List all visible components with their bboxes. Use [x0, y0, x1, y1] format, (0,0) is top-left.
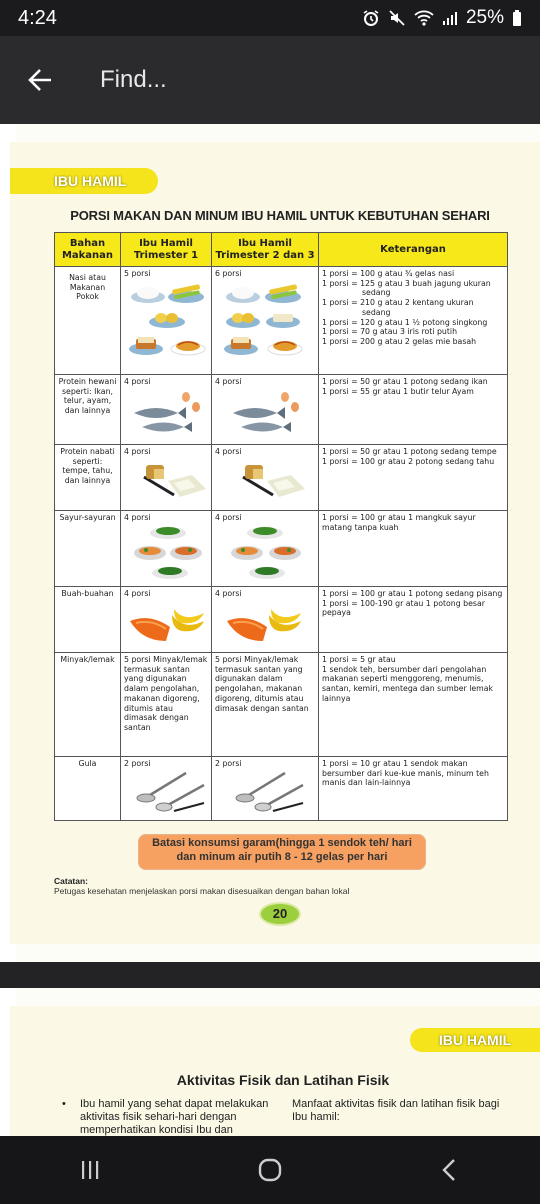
advice-line: dan minum air putih 8 - 12 gelas per hari: [176, 850, 388, 863]
salt-water-advice: [138, 834, 426, 870]
food-cell: Sayur-sayuran: [55, 511, 121, 587]
table-header-row: [55, 233, 508, 267]
battery-icon: [512, 9, 522, 27]
table-row: [55, 375, 508, 445]
portion-label: 4 porsi: [124, 377, 151, 386]
food-cell: Gula: [55, 757, 121, 821]
advice-line: Batasi konsumsi garam(hingga 1 sendok teh/ hari: [152, 837, 412, 849]
note-line: 1 sendok teh, bersumber dari pengolahan makanan seperti menggoreng, menumis, santan, kemiri, mentega dan sumber lemak lainnya: [322, 664, 494, 703]
portion-cell: [212, 511, 319, 587]
note-line: 1 porsi = 100 g atau ¾ gelas nasi: [322, 269, 455, 278]
portion-label: 2 porsi: [124, 759, 151, 768]
header-cell: Bahan Makanan: [55, 233, 121, 267]
notes-cell: [319, 511, 508, 587]
back-button[interactable]: [0, 36, 80, 124]
portion-label: 4 porsi: [215, 513, 242, 522]
food-cell: Nasi atau Makanan Pokok: [55, 267, 121, 375]
notes-cell: [319, 757, 508, 821]
food-cell: Protein nabati seperti: tempe, tahu, dan lainnya: [55, 445, 121, 511]
note-line: sedang: [362, 307, 391, 317]
portion-cell: [121, 267, 212, 375]
header-cell: Ibu Hamil Trimester 1: [121, 233, 212, 267]
header-cell: Keterangan: [319, 233, 508, 267]
portion-cell: 5 porsi Minyak/lemak termasuk santan yang digunakan dalam pengolahan, makanan digoreng, ditumis atau dimasak dengan santan: [212, 653, 319, 757]
note-line: 1 porsi = 70 g atau 3 iris roti putih: [322, 327, 458, 337]
document-page: [0, 988, 540, 1136]
staple-foods-image: [215, 279, 311, 365]
food-cell: Protein hewani seperti: Ikan, telur, ayam, dan lainnya: [55, 375, 121, 445]
notes-cell: [319, 375, 508, 445]
note-line: 1 porsi = 5 gr atau: [322, 655, 396, 664]
portion-cell: [212, 587, 319, 653]
table-row: [55, 267, 508, 375]
find-title[interactable]: Find...: [100, 66, 167, 93]
portion-label: 6 porsi: [215, 269, 242, 278]
note-heading: Catatan:: [54, 876, 89, 886]
section-tag: IBU HAMIL: [10, 168, 158, 194]
portion-label: 2 porsi: [215, 759, 242, 768]
portion-label: 4 porsi: [215, 377, 242, 386]
bullet-text: Ibu hamil yang sehat dapat melakukan aktivitas fisik sehari-hari dengan memperhatikan kondisi Ibu dan: [80, 1098, 269, 1136]
table-row: [55, 757, 508, 821]
notes-cell: [319, 653, 508, 757]
navigation-bar: [0, 1136, 540, 1204]
header-cell: Ibu Hamil Trimester 2 dan 3: [212, 233, 319, 267]
food-cell: Buah-buahan: [55, 587, 121, 653]
signal-icon: [442, 9, 458, 27]
home-icon: [257, 1157, 283, 1183]
bullet-icon: •: [62, 1098, 66, 1110]
portion-label: 5 porsi: [124, 269, 151, 278]
document-page: [0, 124, 540, 962]
portion-label: 4 porsi: [124, 513, 151, 522]
vegetables-image: [124, 523, 210, 581]
spoons-image: [215, 769, 311, 813]
note-line: 1 porsi = 120 g atau 1 ½ potong singkong: [322, 317, 488, 327]
note-line: 1 porsi = 125 g atau 3 buah jagung ukuran: [322, 278, 491, 288]
spoons-image: [124, 769, 210, 813]
portion-label: 4 porsi: [124, 589, 151, 598]
portion-cell: [212, 757, 319, 821]
portion-label: 4 porsi: [124, 447, 151, 456]
bullet-item: [62, 1098, 272, 1136]
doc-title: Aktivitas Fisik dan Latihan Fisik: [176, 1072, 390, 1088]
portion-cell: [121, 757, 212, 821]
portion-label: 4 porsi: [215, 447, 242, 456]
note-line: 1 porsi = 100 gr atau 1 mangkuk sayur matang tanpa kuah: [322, 513, 476, 532]
note-line: 1 porsi = 200 g atau 2 gelas mie basah: [322, 337, 477, 347]
recents-button[interactable]: [45, 1136, 135, 1204]
recents-icon: [78, 1158, 102, 1182]
portion-cell: [121, 511, 212, 587]
note-line: 1 porsi = 100-190 gr atau 1 potong besar pepaya: [322, 598, 485, 618]
doc-title: PORSI MAKAN DAN MINUM IBU HAMIL UNTUK KEBUTUHAN SEHARI: [70, 208, 490, 223]
fish-egg-image: [215, 387, 311, 437]
table-row: [55, 445, 508, 511]
portion-cell: [212, 445, 319, 511]
fish-egg-image: [124, 387, 210, 437]
vegetables-image: [215, 523, 311, 581]
notes-cell: [319, 445, 508, 511]
note-line: 1 porsi = 50 gr atau 1 potong sedang ikan: [322, 377, 488, 386]
portion-cell: [121, 445, 212, 511]
portion-cell: [212, 267, 319, 375]
note-line: 1 porsi = 210 g atau 2 kentang ukuran: [322, 298, 474, 308]
note-line: 1 porsi = 50 gr atau 1 potong sedang tempe: [322, 447, 497, 456]
note-line: 1 porsi = 100 gr atau 2 potong sedang tahu: [322, 456, 495, 466]
home-button[interactable]: [225, 1136, 315, 1204]
portion-cell: 5 porsi Minyak/lemak termasuk santan yang digunakan dalam pengolahan, makanan digoreng, ditumis atau dimasak dengan santan: [121, 653, 212, 757]
note-line: 1 porsi = 100 gr atau 1 potong sedang pisang: [322, 589, 503, 598]
nav-back-button[interactable]: [405, 1136, 495, 1204]
notes-cell: [319, 587, 508, 653]
arrow-left-icon: [27, 67, 53, 93]
fruits-image: [124, 599, 210, 645]
status-icons: [362, 7, 522, 29]
page-number: 20: [261, 904, 299, 924]
fruits-image: [215, 599, 311, 645]
mute-icon: [388, 9, 406, 27]
portion-cell: [121, 587, 212, 653]
staple-foods-image: [124, 279, 210, 365]
section-tag: IBU HAMIL: [410, 1028, 540, 1052]
table-row: [55, 587, 508, 653]
note-line: 1 porsi = 55 gr atau 1 butir telur Ayam: [322, 386, 474, 396]
tempe-tofu-image: [124, 457, 210, 503]
note-text: Petugas kesehatan menjelaskan porsi makan disesuaikan dengan bahan lokal: [54, 886, 350, 896]
table-row: [55, 653, 508, 757]
battery-percent: 25%: [465, 7, 504, 28]
status-time: 4:24: [18, 6, 57, 29]
alarm-icon: [362, 9, 380, 27]
paragraph: Manfaat aktivitas fisik dan latihan fisik bagi Ibu hamil:: [292, 1098, 500, 1124]
wifi-icon: [414, 9, 434, 27]
notes-cell: [319, 267, 508, 375]
portion-cell: [121, 375, 212, 445]
note-line: 1 porsi = 10 gr atau 1 sendok makan bersumber dari kue-kue manis, minum teh manis dan lain-lainnya: [322, 759, 489, 788]
table-row: [55, 511, 508, 587]
status-bar: [0, 0, 540, 36]
document-viewer[interactable]: [0, 124, 540, 1136]
portion-table: [54, 232, 508, 821]
tempe-tofu-image: [215, 457, 311, 503]
note-line: sedang: [362, 288, 391, 298]
portion-cell: [212, 375, 319, 445]
food-cell: Minyak/lemak: [55, 653, 121, 757]
portion-label: 4 porsi: [215, 589, 242, 598]
app-bar: [0, 36, 540, 124]
chevron-left-icon: [438, 1158, 462, 1182]
